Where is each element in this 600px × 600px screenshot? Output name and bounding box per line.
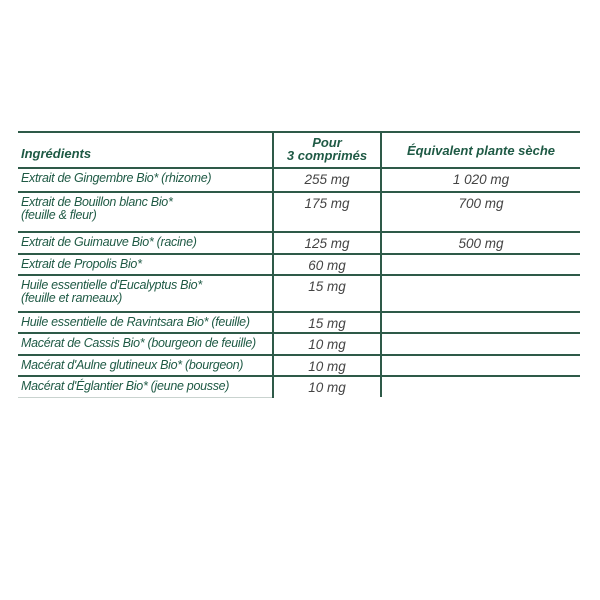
ingredient-equivalent: 1 020 mg xyxy=(381,168,580,192)
table-row xyxy=(18,333,580,355)
ingredient-equivalent xyxy=(381,355,580,376)
ingredient-name xyxy=(18,275,273,312)
ingredient-quantity: 10 mg xyxy=(273,355,381,376)
ingredient-name: Extrait de Gingembre Bio* (rhizome) xyxy=(18,168,273,192)
ingredient-name-line1: Extrait de Bouillon blanc Bio* xyxy=(21,195,173,209)
ingredient-name: Macérat d'Aulne glutineux Bio* (bourgeon) xyxy=(18,355,273,376)
table-row xyxy=(18,312,580,333)
table-row xyxy=(18,275,580,312)
ingredient-quantity: 255 mg xyxy=(273,168,381,192)
ingredient-name-line2: (feuille et rameaux) xyxy=(21,291,122,305)
header-per-dose-line1: Pour xyxy=(312,135,342,150)
ingredient-quantity: 125 mg xyxy=(273,232,381,254)
header-equivalent: Équivalent plante sèche xyxy=(381,132,580,168)
ingredient-name: Huile essentielle de Ravintsara Bio* (feuille) xyxy=(18,312,273,333)
ingredient-name: Extrait de Guimauve Bio* (racine) xyxy=(18,232,273,254)
ingredient-quantity: 60 mg xyxy=(273,254,381,275)
table-header-row xyxy=(18,132,580,168)
ingredient-name-line1: Huile essentielle d'Eucalyptus Bio* xyxy=(21,278,202,292)
ingredient-quantity: 175 mg xyxy=(273,192,381,232)
ingredient-equivalent xyxy=(381,254,580,275)
ingredient-equivalent xyxy=(381,376,580,397)
ingredient-equivalent xyxy=(381,275,580,312)
header-per-dose-line2: 3 comprimés xyxy=(286,148,368,163)
ingredient-equivalent xyxy=(381,333,580,355)
ingredient-quantity: 10 mg xyxy=(273,333,381,355)
ingredient-quantity: 15 mg xyxy=(273,312,381,333)
ingredient-quantity: 10 mg xyxy=(273,376,381,397)
table-row xyxy=(18,192,580,232)
table-row xyxy=(18,376,580,397)
ingredient-name: Macérat d'Églantier Bio* (jeune pousse) xyxy=(18,376,273,397)
ingredient-equivalent: 700 mg xyxy=(381,192,580,232)
ingredients-table-container xyxy=(18,131,580,398)
table-row xyxy=(18,168,580,192)
table-row xyxy=(18,232,580,254)
ingredient-equivalent: 500 mg xyxy=(381,232,580,254)
ingredient-name xyxy=(18,192,273,232)
ingredient-name: Macérat de Cassis Bio* (bourgeon de feuille) xyxy=(18,333,273,355)
header-per-dose xyxy=(273,132,381,168)
ingredient-name: Extrait de Propolis Bio* xyxy=(18,254,273,275)
table-row xyxy=(18,355,580,376)
ingredient-quantity: 15 mg xyxy=(273,275,381,312)
ingredients-table xyxy=(18,131,580,398)
ingredient-name-line2: (feuille & fleur) xyxy=(21,208,97,222)
header-ingredients: Ingrédients xyxy=(18,132,273,168)
ingredient-equivalent xyxy=(381,312,580,333)
table-row xyxy=(18,254,580,275)
